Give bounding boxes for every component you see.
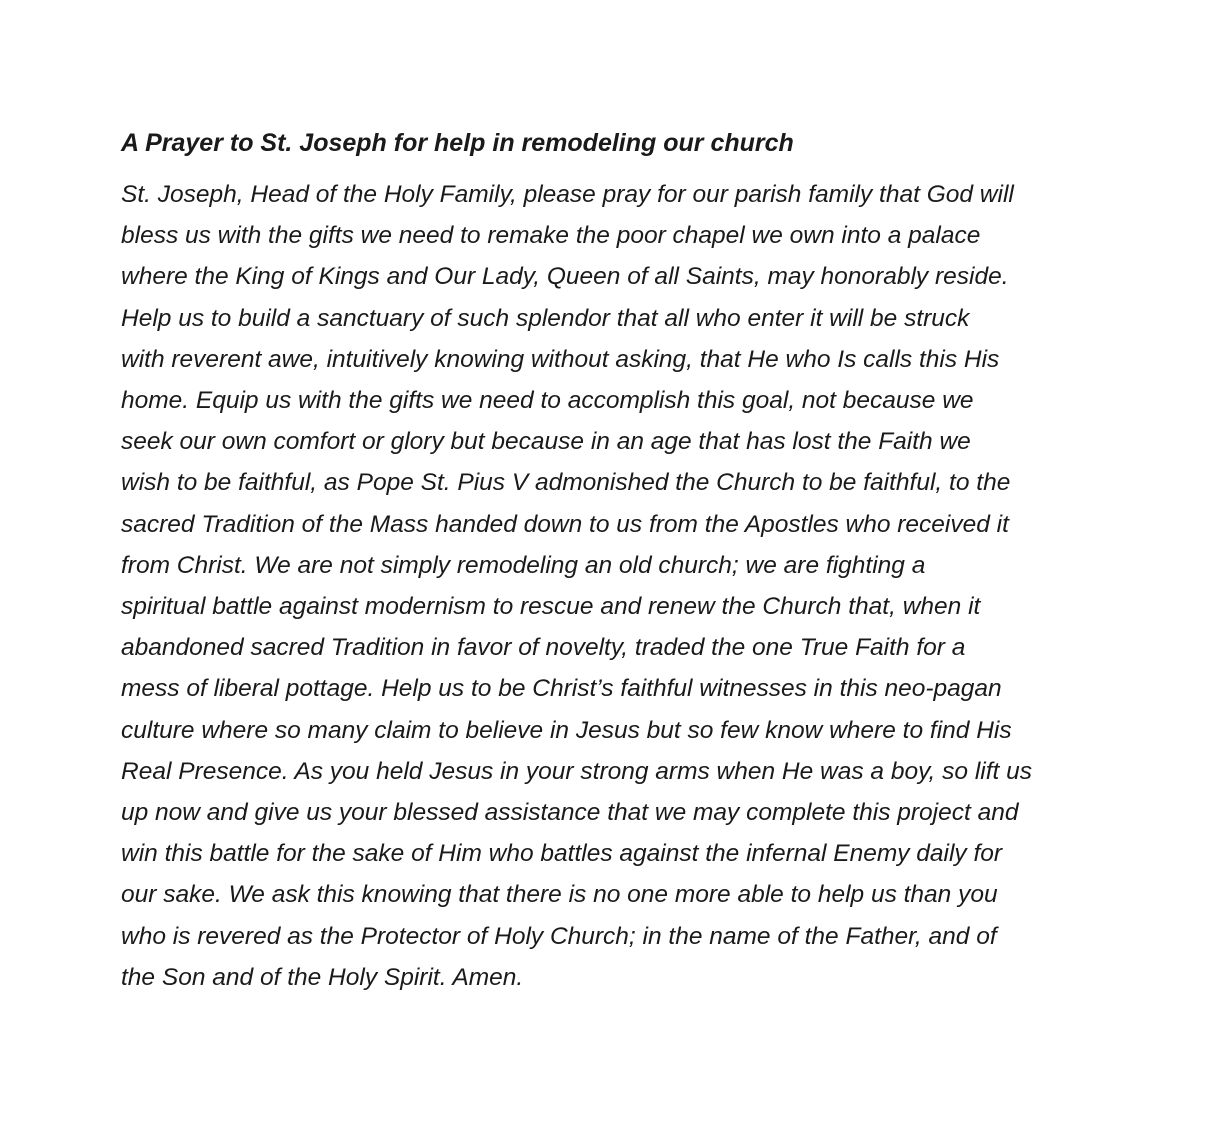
prayer-line: up now and give us your blessed assistance that we may complete this project and — [121, 799, 1019, 827]
prayer-line: Help us to build a sanctuary of such splendor that all who enter it will be struck — [121, 304, 970, 332]
prayer-line: where the King of Kings and Our Lady, Queen of all Saints, may honorably reside. — [121, 263, 1009, 291]
prayer-line: bless us with the gifts we need to remake the poor chapel we own into a palace — [121, 222, 981, 250]
prayer-line: home. Equip us with the gifts we need to accomplish this goal, not because we — [121, 387, 974, 415]
prayer-line: seek our own comfort or glory but because in an age that has lost the Faith we — [121, 428, 971, 456]
prayer-line: from Christ. We are not simply remodeling an old church; we are fighting a — [121, 551, 926, 579]
prayer-body — [121, 174, 1111, 998]
prayer-line: the Son and of the Holy Spirit. Amen. — [121, 963, 524, 991]
prayer-line: abandoned sacred Tradition in favor of novelty, traded the one True Faith for a — [121, 634, 966, 662]
prayer-line: mess of liberal pottage. Help us to be Christ’s faithful witnesses in this neo-pagan — [121, 675, 1002, 703]
prayer-line: win this battle for the sake of Him who battles against the infernal Enemy daily for — [121, 840, 1003, 868]
prayer-line: who is revered as the Protector of Holy Church; in the name of the Father, and of — [121, 922, 997, 950]
prayer-line: our sake. We ask this knowing that there is no one more able to help us than you — [121, 881, 998, 909]
document-page — [121, 124, 1111, 998]
prayer-line: St. Joseph, Head of the Holy Family, please pray for our parish family that God will — [121, 181, 1014, 208]
prayer-title: A Prayer to St. Joseph for help in remodeling our church — [121, 129, 794, 157]
prayer-line: Real Presence. As you held Jesus in your strong arms when He was a boy, so lift us — [121, 757, 1033, 785]
prayer-line: spiritual battle against modernism to rescue and renew the Church that, when it — [121, 593, 981, 621]
prayer-line: wish to be faithful, as Pope St. Pius V admonished the Church to be faithful, to the — [121, 469, 1011, 497]
prayer-line: with reverent awe, intuitively knowing without asking, that He who Is calls this His — [121, 345, 1000, 373]
prayer-line: sacred Tradition of the Mass handed down to us from the Apostles who received it — [121, 510, 1009, 538]
prayer-line: culture where so many claim to believe in Jesus but so few know where to find His — [121, 716, 1012, 744]
